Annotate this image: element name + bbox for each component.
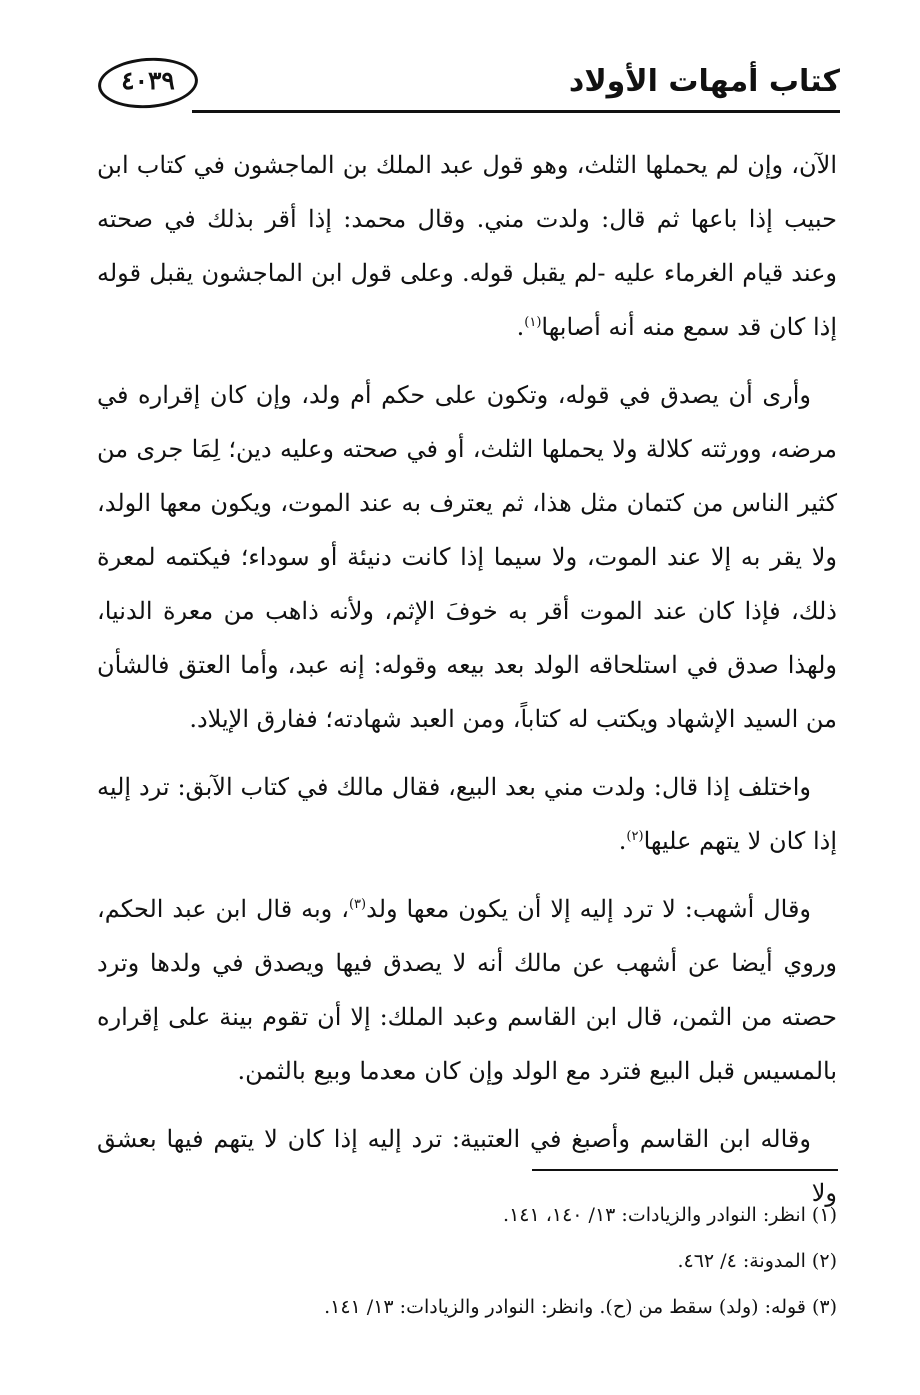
footnotes xyxy=(97,1192,837,1330)
paragraph-text: وقاله ابن القاسم وأصبغ في العتبية: ترد إليه إذا كان لا يتهم فيها بعشق ولا xyxy=(97,1125,837,1207)
footnote-1: (١) انظر: النوادر والزيادات: ١٣/ ١٤٠، ١٤١. xyxy=(503,1204,837,1226)
footnote-ref-2[interactable]: (٢) xyxy=(626,829,644,844)
footnote-ref-1[interactable]: (١) xyxy=(524,315,542,330)
footnote-2: (٢) المدونة: ٤/ ٤٦٢. xyxy=(677,1250,837,1272)
paragraph-tail: ، وبه قال ابن عبد الحكم، وروي أيضا عن أشهب عن مالك أنه لا يصدق فيها ويصدق في ولدها وترد حصته من الثمن، قال ابن القاسم وعبد الملك: إلا أن تقوم بينة على إقراره بالمسيس قبل البيع فترد مع الولد وإن كان معدما وبيع بالثمن. xyxy=(97,895,837,1085)
footnote-3: (٣) قوله: (ولد) سقط من (ح). وانظر: النوادر والزيادات: ١٣/ ١٤١. xyxy=(324,1296,837,1318)
paragraph-text: الآن، وإن لم يحملها الثلث، وهو قول عبد الملك بن الماجشون في كتاب ابن حبيب إذا باعها ثم قال: ولدت مني. وقال محمد: إذا أقر بذلك في صحته وعند قيام الغرماء عليه -لم يقبل قوله. وعلى قول ابن الماجشون يقبل قوله إذا كان قد سمع منه أنه أصابها xyxy=(97,151,837,341)
book-title: كتاب أمهات الأولاد xyxy=(568,64,840,99)
footnote-ref-3[interactable]: (٣) xyxy=(348,897,367,912)
paragraph-text: وقال أشهب: لا ترد إليه إلا أن يكون معها ولد xyxy=(366,895,812,923)
paragraph-1 xyxy=(97,138,837,354)
paragraph-text: واختلف إذا قال: ولدت مني بعد البيع، فقال مالك في كتاب الآبق: ترد إليه إذا كان لا يتهم عليها xyxy=(97,773,837,855)
paragraph-3 xyxy=(97,760,837,868)
page-header xyxy=(92,50,840,120)
header-rule xyxy=(192,110,840,113)
footnote-separator xyxy=(532,1169,838,1171)
paragraph-tail: . xyxy=(516,313,525,341)
page-number: ٤٠٣٩ xyxy=(121,66,175,95)
paragraph-tail: . xyxy=(618,827,627,855)
paragraph-text: وأرى أن يصدق في قوله، وتكون على حكم أم ولد، وإن كان إقراره في مرضه، وورثته كلالة ولا يحملها الثلث، أو في صحته وعليه دين؛ لِمَا جرى من كثير الناس من كتمان مثل هذا، ثم يعترف به عند الموت، ويكون معها الولد، ولا يقر به إلا عند الموت، ولا سيما إذا كانت دنيئة أو سوداء؛ فيكتمه لمعرة ذلك، فإذا كان عند الموت أقر به خوفَ الإثم، ولأنه ذاهب من معرة الدنيا، ولهذا صدق في استلحاقه الولد بعد بيعه وقوله: إنه عبد، وأما العتق فالشأن من السيد الإشهاد ويكتب له كتاباً، ومن العبد شهادته؛ ففارق الإيلاد. xyxy=(97,381,837,733)
paragraph-4 xyxy=(97,882,837,1098)
main-text xyxy=(97,138,837,1234)
paragraph-2 xyxy=(97,368,837,746)
